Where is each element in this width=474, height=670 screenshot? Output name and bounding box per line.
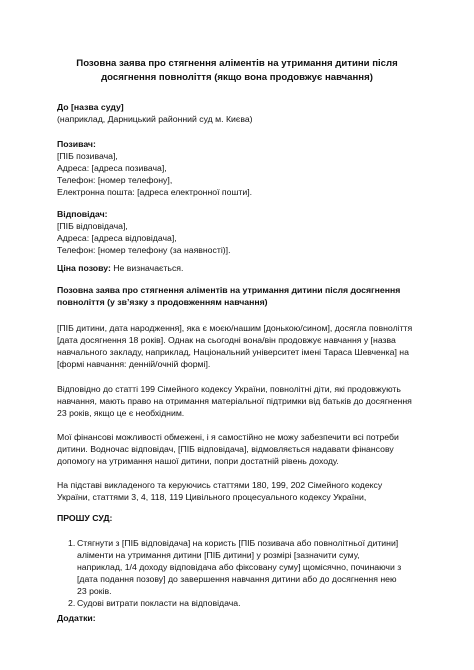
request-line: Судові витрати покласти на відповідача. <box>77 598 241 608</box>
paragraph-line: 23 років, якщо це є необхідним. <box>57 408 185 418</box>
plaintiff-name: [ПІБ позивача], <box>57 151 118 161</box>
request-line: 23 років. <box>77 586 112 596</box>
court-example: (наприклад, Дарницький районний суд м. Києва) <box>57 114 253 124</box>
defendant-heading: Відповідач: <box>57 209 108 219</box>
paragraph-line: навчання, мають право на отримання матеріальної підтримки від батьків до досягнення <box>57 396 412 406</box>
request-heading <box>57 512 419 524</box>
plaintiff-address: Адреса: [адреса позивача], <box>57 163 167 173</box>
defendant-block <box>57 208 419 256</box>
paragraph-circumstances <box>57 431 419 467</box>
request-heading-text: ПРОШУ СУД: <box>57 513 113 523</box>
paragraph-line: [формі навчання: денній/очній формі]. <box>57 359 211 369</box>
paragraph-grounds <box>57 479 419 503</box>
request-item <box>57 537 419 597</box>
paragraph-line: дитини. Водночас відповідач, [ПІБ відповідача], відмовляється надавати фінансову <box>57 444 394 454</box>
court-heading: До [назва суду] <box>57 102 124 112</box>
defendant-phone: Телефон: [номер телефону (за наявності)]. <box>57 245 231 255</box>
claim-price <box>57 262 419 274</box>
subject-line-2: повноліття (у зв’язку з продовженням навчання) <box>57 297 268 307</box>
paragraph-line: На підставі викладеного та керуючись статтями 180, 199, 202 Сімейного кодексу <box>57 480 383 490</box>
paragraph-line: України, статтями 3, 4, 118, 119 Цивільного процесуального кодексу України, <box>57 492 367 502</box>
paragraph-line: [дата досягнення 18 років]. Однак на сьогодні вона/він продовжує навчання у [назва <box>57 335 396 345</box>
claim-subject <box>57 284 419 308</box>
request-number: 2. <box>68 598 76 608</box>
paragraph-line: навчального закладу, наприклад, Національний університет імені Тараса Шевченка] на <box>57 347 409 357</box>
claim-price-value: Не визначається. <box>110 263 184 273</box>
request-number: 1. <box>68 538 76 548</box>
plaintiff-phone: Телефон: [номер телефону], <box>57 175 173 185</box>
attachments-heading <box>57 612 419 624</box>
plaintiff-heading: Позивач: <box>57 139 96 149</box>
request-line: [дата подання позову] до завершення навчання дитини або до досягнення нею <box>77 574 397 584</box>
subject-line-1: Позовна заява про стягнення аліментів на утримання дитини після досягнення <box>57 285 401 295</box>
title-line-1: Позовна заява про стягнення аліментів на утримання дитини після <box>76 58 398 69</box>
plaintiff-email: Електронна пошта: [адреса електронної пошти]. <box>57 187 253 197</box>
paragraph-facts <box>57 322 419 370</box>
claim-price-label: Ціна позову: <box>57 263 111 273</box>
request-line: наприклад, 1/4 доходу відповідача або фіксовану суму] щомісячно, починаючи з <box>77 562 402 572</box>
request-line: Стягнути з [ПІБ відповідача] на користь [ПІБ позивача або повнолітньої дитини] <box>77 538 399 548</box>
paragraph-line: Відповідно до статті 199 Сімейного кодексу України, повнолітні діти, які продовжують <box>57 384 401 394</box>
defendant-address: Адреса: [адреса відповідача], <box>57 233 177 243</box>
paragraph-line: Мої фінансові можливості обмежені, і я самостійно не можу забезпечити всі потреби <box>57 432 399 442</box>
paragraph-line: [ПІБ дитини, дата народження], яка є моєю/нашим [донькою/сином], досягла повноліття <box>57 323 413 333</box>
document-title <box>40 57 434 85</box>
request-line: аліменти на утримання дитини [ПІБ дитини] у розмірі [зазначити суму, <box>77 550 360 560</box>
paragraph-legal-basis <box>57 383 419 419</box>
defendant-name: [ПІБ відповідача], <box>57 221 128 231</box>
title-line-2: досягнення повноліття (якщо вона продовжує навчання) <box>101 72 373 83</box>
request-list <box>57 537 419 609</box>
court-block <box>57 101 419 125</box>
attachments-heading-text: Додатки: <box>57 613 96 623</box>
paragraph-line: допомогу на утримання нашої дитини, попри достатній рівень доходу. <box>57 456 339 466</box>
plaintiff-block <box>57 138 419 198</box>
request-item <box>57 597 419 609</box>
